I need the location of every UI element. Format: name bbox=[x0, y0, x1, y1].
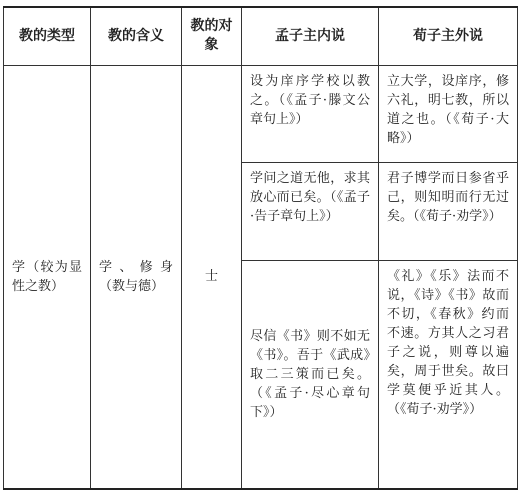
cell-xunzi-quote-3: 《礼》《乐》法而不说，《诗》《书》故而不切，《春秋》约而不速。方其人之习君子之说，则尊以遍矣，周于世矣。故曰学莫便乎近其人。（《荀子·劝学》） bbox=[379, 260, 518, 489]
cell-mencius-quote-3: 尽信《书》则不如无《书》。吾于《武成》取二三策而已矣。（《孟子·尽心章句下》） bbox=[242, 260, 379, 489]
header-teaching-type: 教的类型 bbox=[4, 7, 91, 65]
comparison-table bbox=[3, 6, 518, 490]
table-row bbox=[4, 65, 518, 162]
cell-teaching-target: 士 bbox=[182, 65, 242, 489]
header-teaching-meaning: 教的含义 bbox=[91, 7, 182, 65]
cell-mencius-quote-2: 学问之道无他，求其放心而已矣。（《孟子·告子章句上》） bbox=[242, 162, 379, 260]
cell-xunzi-quote-2: 君子博学而日参省乎己，则知明而行无过矣。（《荀子·劝学》） bbox=[379, 162, 518, 260]
cell-xunzi-quote-1: 立大学，设庠序，修六礼，明七教，所以道之也。（《荀子·大略》） bbox=[379, 65, 518, 162]
header-row bbox=[4, 7, 518, 65]
cell-teaching-meaning: 学、修身（教与德） bbox=[91, 65, 182, 489]
header-teaching-target: 教的对象 bbox=[182, 7, 242, 65]
header-mencius: 孟子主内说 bbox=[242, 7, 379, 65]
cell-mencius-quote-1: 设为庠序学校以教之。（《孟子·滕文公章句上》） bbox=[242, 65, 379, 162]
header-xunzi: 荀子主外说 bbox=[379, 7, 518, 65]
cell-teaching-type: 学（较为显性之教） bbox=[4, 65, 91, 489]
